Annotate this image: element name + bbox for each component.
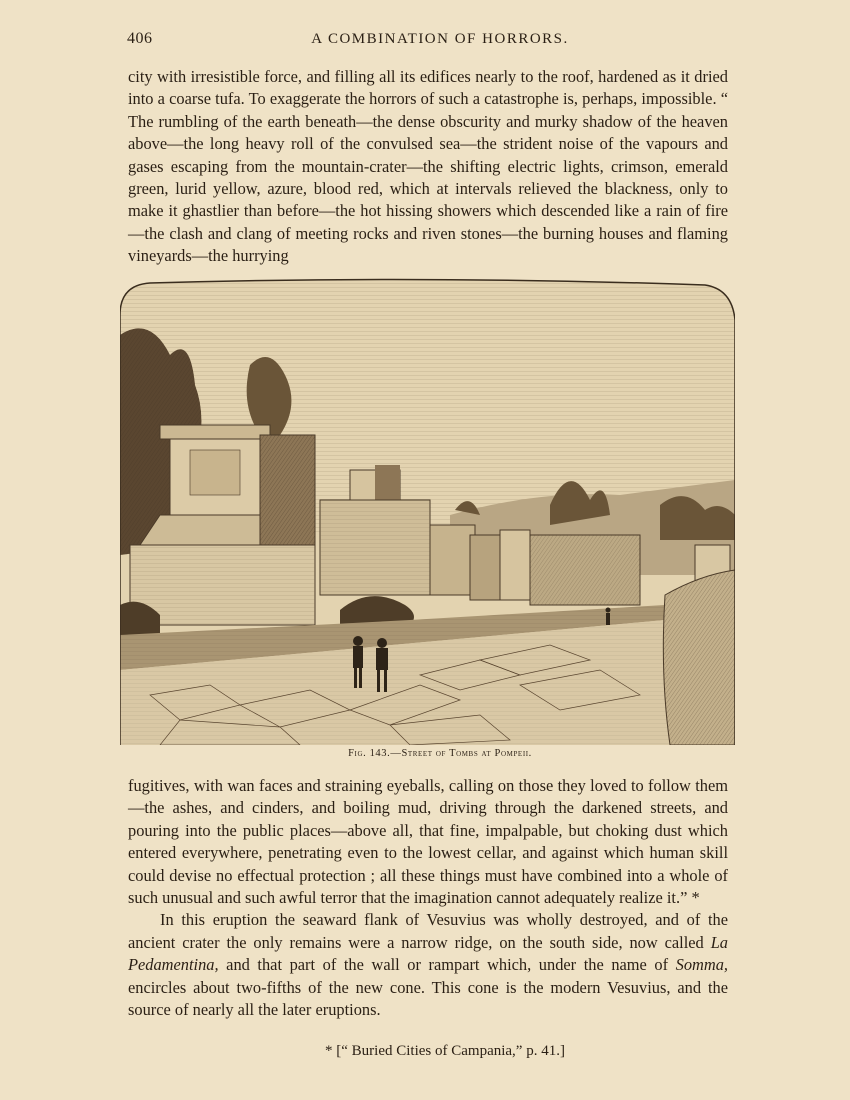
page-number: 406 (127, 30, 153, 47)
body-text-top (128, 66, 728, 268)
paragraph-2-text-c: encircles about two-fifths of the new cone. This cone is the modern Vesuvius, and the source of nearly all the later eruptions. (128, 977, 728, 1020)
figure-caption: Fig. 143.—Street of Tombs at Pompeii. (348, 748, 532, 759)
paragraph-2-text-b: and that part of the wall or rampart which, under the name of (218, 955, 676, 975)
paragraph-2 (128, 909, 728, 1021)
paragraph-continued: fugitives, with wan faces and straining eyeballs, calling on those they loved to follow them—the ashes, and cinders, and boiling mud, driving through the darkened streets, and pouring into the public places—above all, that fine, impalpable, but choking dust which entered everywhere, penetrating even to the lowest cellar, and against which human skill could devise no effectual protection ; all these things must have combined into a whole of such unusual and such awful terror that the imagination cannot adequately realize it.” * (128, 776, 728, 908)
body-text-bottom (128, 775, 728, 1021)
engraving-street-of-tombs (120, 275, 735, 745)
paragraph-top: city with irresistible force, and filling all its edifices nearly to the roof, hardened as it dried into a coarse tufa. To exaggerate the horrors of such a catastrophe is, perhaps, impossible. “ The rumbling of the earth beneath—the dense obscurity and murky shadow of the heaven above—the long heavy roll of the convulsed sea—the strident noise of the vapours and gases escaping from the mountain-crater—the shifting electric lights, crimson, emerald green, lurid yellow, azure, blood red, which at intervals relieved the blackness, only to make it ghastlier than before—the hot hissing showers which descended like a rain of fire—the clash and clang of meeting rocks and riven stones—the burning houses and flaming vineyards—the hurrying (128, 67, 728, 266)
footnote: * [“ Buried Cities of Campania,” p. 41.] (325, 1043, 565, 1059)
running-head: A COMBINATION OF HORRORS. (311, 31, 569, 47)
paragraph-2-text-a: In this eruption the seaward flank of Vesuvius was wholly destroyed, and of the ancient crater the only remains were a narrow ridge, on the south side, now called (128, 910, 728, 952)
italic-somma: Somma, (675, 955, 728, 975)
italic-la-pedamentina: La Pedamentina, (128, 932, 728, 975)
